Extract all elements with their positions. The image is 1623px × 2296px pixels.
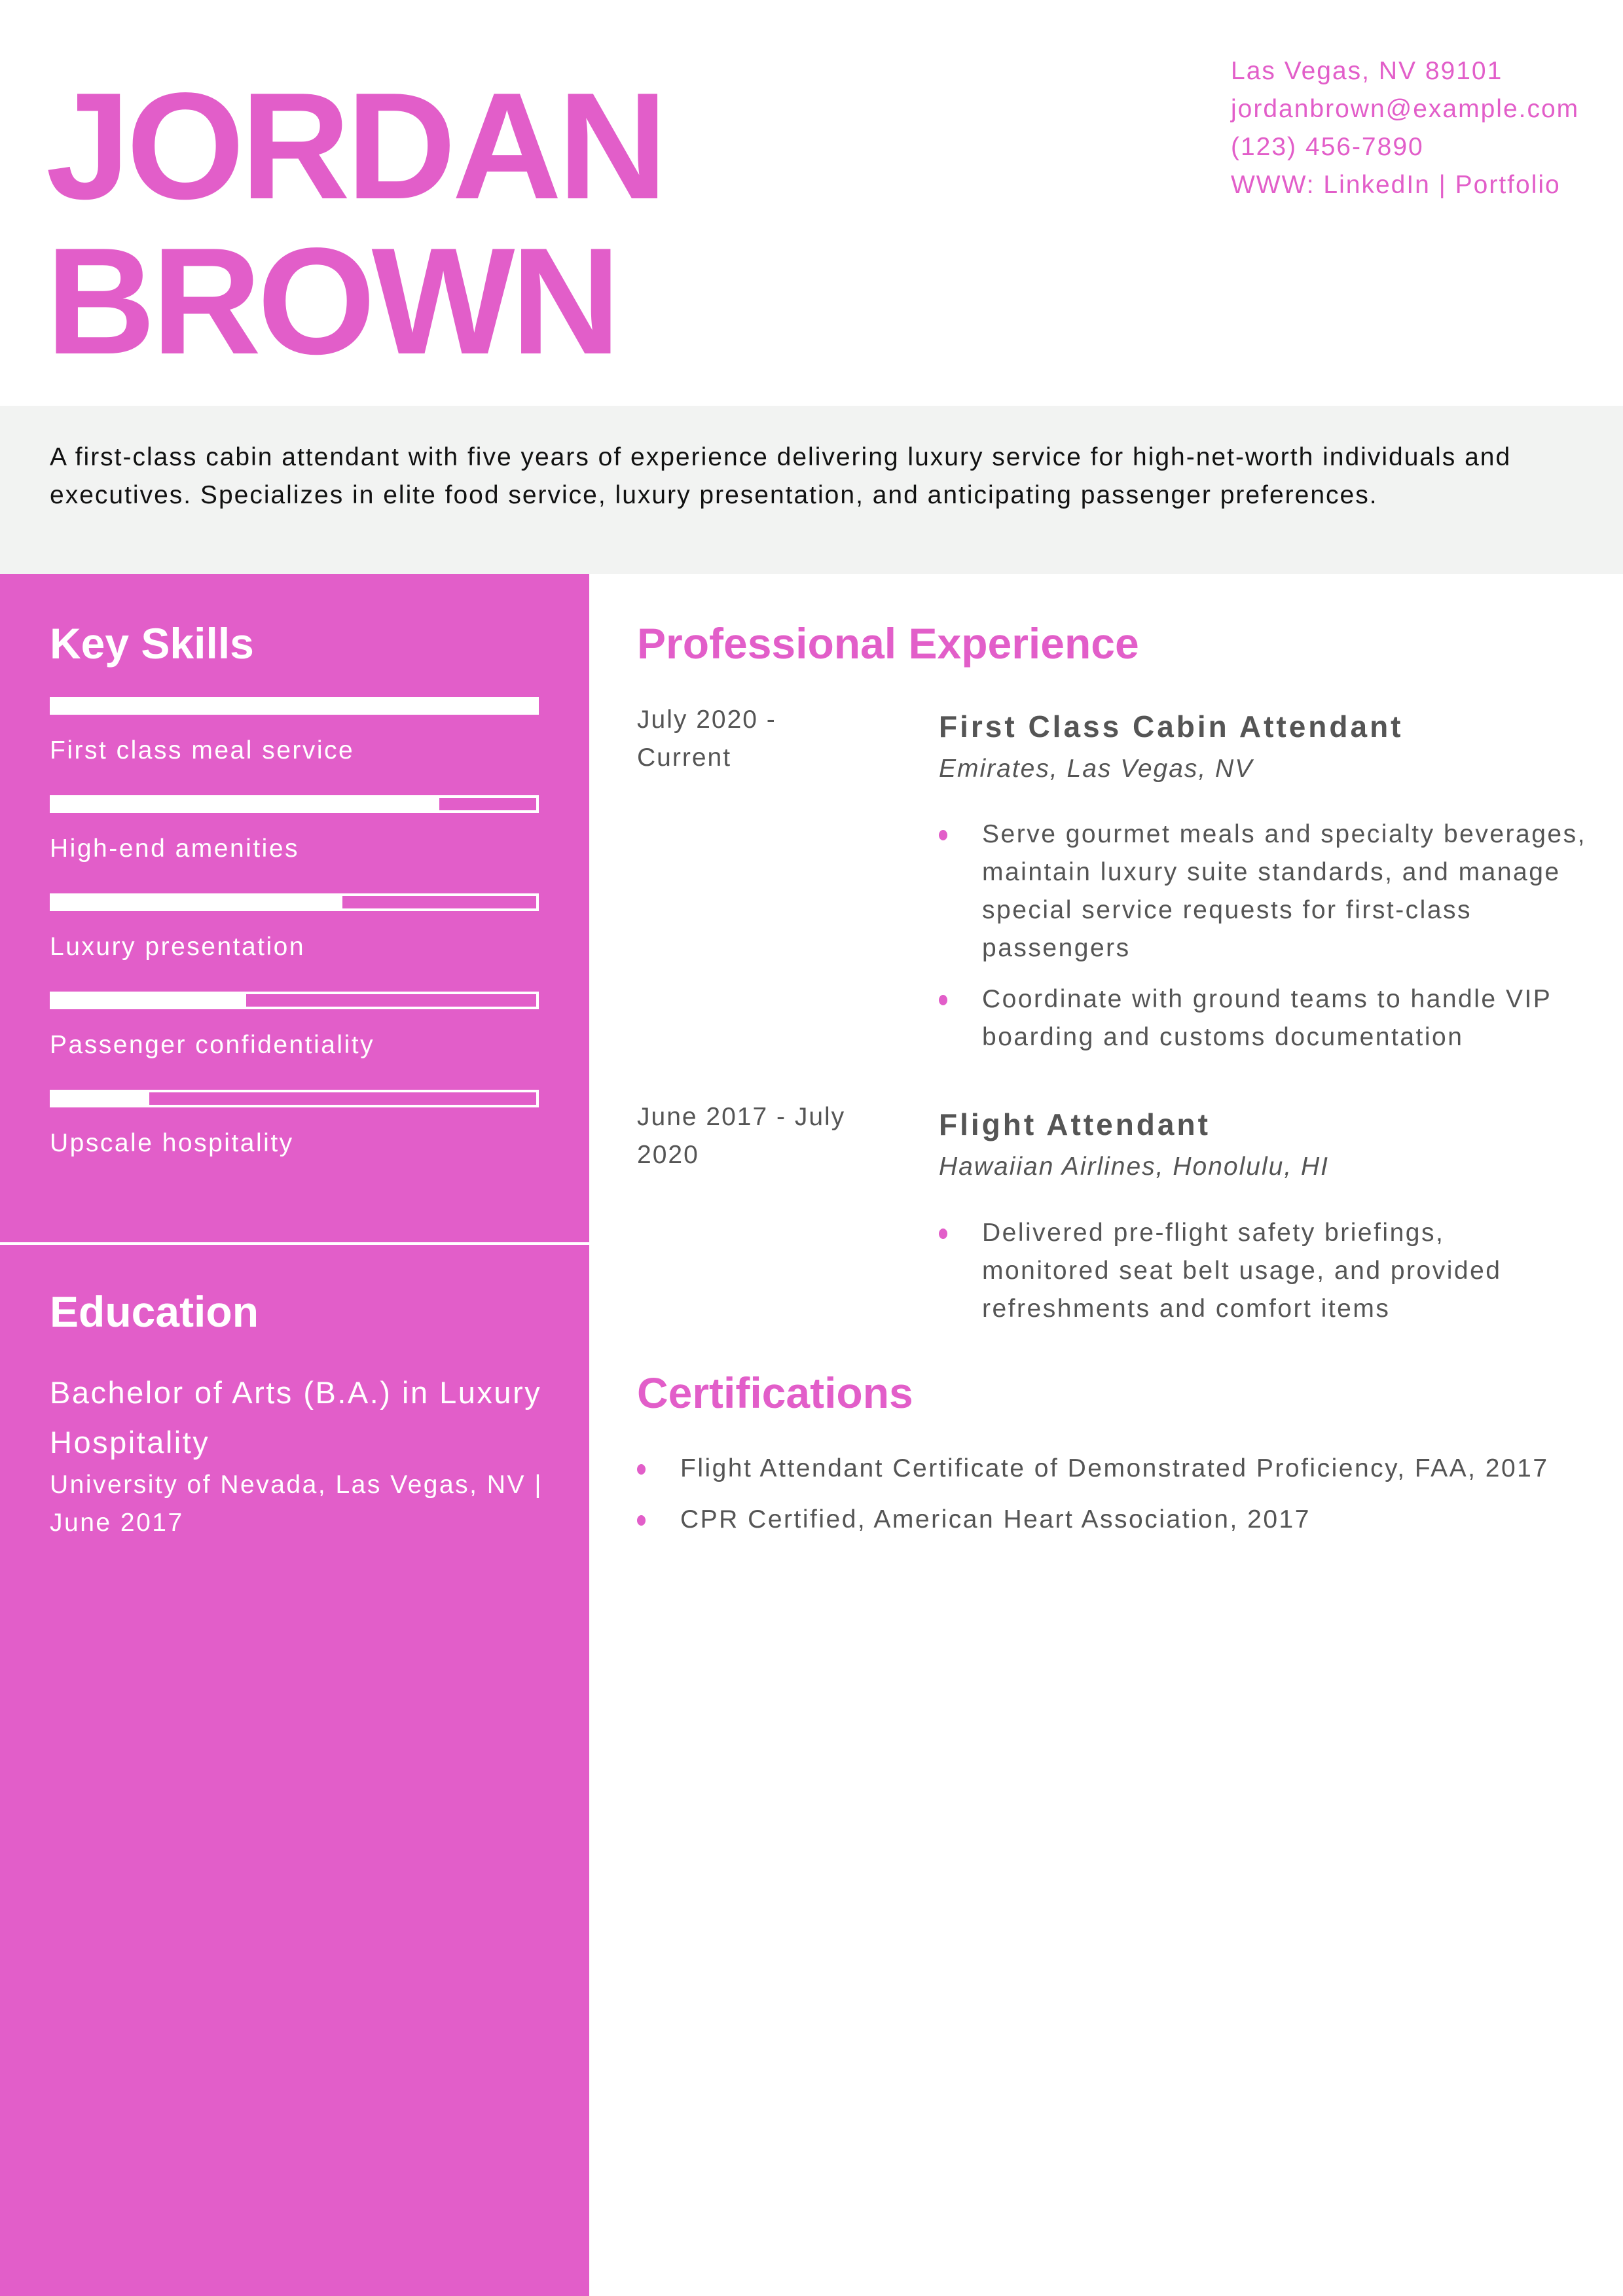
summary: A first-class cabin attendant with five years of experience delivering luxury service for high-net-worth individuals and executives. Specializes in elite food service, luxury presentation, and anticipating passenger preferences. [0,406,1623,574]
skill-level-bar [50,893,539,911]
skill-label: Luxury presentation [50,933,306,961]
certifications-heading: Certifications [637,1369,913,1417]
skills-heading: Key Skills [50,619,254,668]
job-bullets [939,1214,1580,1341]
skill-label: Upscale hospitality [50,1129,294,1157]
contact-phone: (123) 456-7890 [1231,133,1424,161]
skill-level-fill [52,896,342,908]
experience-heading: Professional Experience [637,619,1139,668]
bullet-item: Delivered pre-flight safety briefings, monitored seat belt usage, and provided refreshments and comfort items [939,1214,1580,1328]
contact-web[interactable]: WWW: LinkedIn | Portfolio [1231,171,1561,199]
skill-level-fill [52,700,536,712]
skill-level-bar [50,1090,539,1107]
contact-location: Las Vegas, NV 89101 [1231,57,1503,85]
skill-level-bar [50,992,539,1009]
skill-label: Passenger confidentiality [50,1031,375,1059]
skill-level-fill [52,798,439,810]
certifications-list [637,1450,1567,1552]
first-name: JORDAN [46,62,664,231]
contact-block [1231,52,1597,204]
job-title: First Class Cabin Attendant [939,709,1404,744]
certification-item: Flight Attendant Certificate of Demonstrated Proficiency, FAA, 2017 [637,1450,1567,1488]
job-bullets [939,816,1594,1069]
skill-level-bar [50,795,539,813]
job-dates: June 2017 - July 2020 [637,1103,846,1169]
last-name: BROWN [46,217,617,386]
job-company: Hawaiian Airlines, Honolulu, HI [939,1153,1329,1181]
education-school: University of Nevada, Las Vegas, NV | June 2017 [50,1471,543,1537]
education-heading: Education [50,1287,259,1336]
job-dates: July 2020 - Current [637,706,776,772]
sidebar-divider [0,1242,589,1245]
certification-item: CPR Certified, American Heart Association, 2017 [637,1501,1567,1539]
skill-level-fill [52,1092,149,1105]
skill-label: First class meal service [50,736,355,764]
job-title: Flight Attendant [939,1107,1211,1141]
skill-level-bar [50,697,539,715]
bullet-item: Coordinate with ground teams to handle VIP boarding and customs documentation [939,980,1594,1056]
education-degree: Bachelor of Arts (B.A.) in Luxury Hospitality [50,1375,542,1460]
contact-email[interactable]: jordanbrown@example.com [1231,95,1580,123]
bullet-item: Serve gourmet meals and specialty beverages, maintain luxury suite standards, and manage special service requests for first-class passengers [939,816,1594,967]
skill-label: High-end amenities [50,834,300,863]
job-company: Emirates, Las Vegas, NV [939,755,1254,783]
skill-level-fill [52,994,246,1007]
